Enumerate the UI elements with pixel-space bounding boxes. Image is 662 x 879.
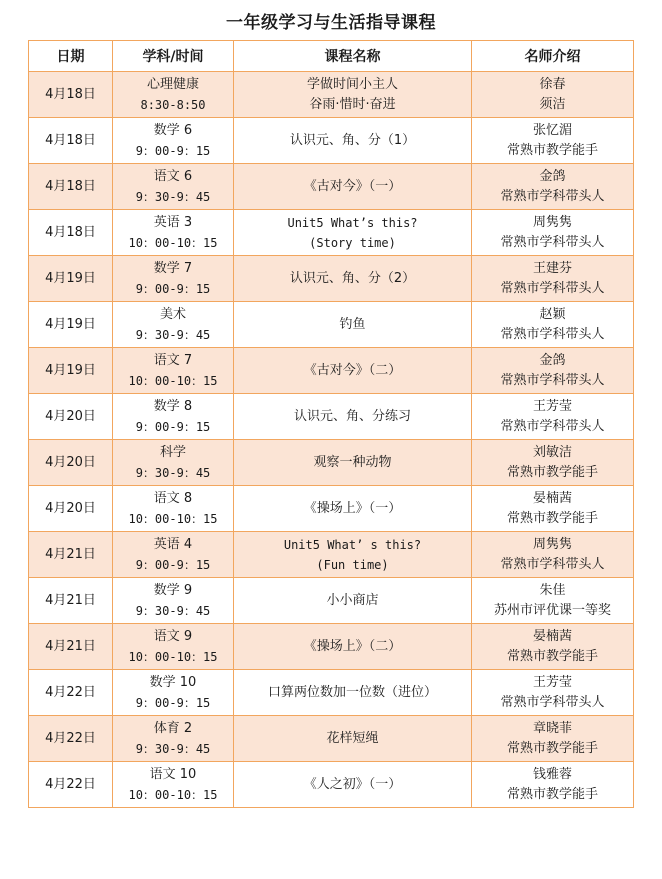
date-cell: 4月22日 [29,670,113,716]
date-cell: 4月18日 [29,210,113,256]
course-name-cell [234,302,472,348]
teacher-intro-cell [472,302,634,348]
table-row [29,118,634,164]
table-row [29,578,634,624]
time-label: 8:30-8:50 [140,97,206,112]
subject-time-cell [113,716,234,762]
teacher-name: 金鸽 [539,352,566,368]
date-cell: 4月20日 [29,440,113,486]
table-row [29,164,634,210]
time-label: 10：00-10：15 [128,235,218,250]
subject-label: 英语 4 [153,536,193,552]
date-cell: 4月21日 [29,624,113,670]
subject-time-cell [113,486,234,532]
teacher-name: 周隽隽 [532,536,572,552]
course-name-line: 《古对今》（二） [303,362,402,378]
date-cell: 4月19日 [29,302,113,348]
time-label: 10：00-10：15 [128,649,218,664]
teacher-title: 常熟市教学能手 [506,464,598,480]
course-name-cell [234,578,472,624]
course-name-cell [234,72,472,118]
table-row [29,486,634,532]
course-name-cell [234,118,472,164]
table-row [29,256,634,302]
subject-time-cell [113,164,234,210]
subject-label: 语文 7 [153,352,193,368]
teacher-name: 周隽隽 [532,214,572,230]
header-teacher-intro: 名师介绍 [472,41,634,72]
time-label: 9：30-9：45 [135,603,211,618]
course-name-line: 花样短绳 [326,730,379,746]
course-name-line: 钓鱼 [339,316,366,332]
time-label: 9：30-9：45 [135,741,211,756]
teacher-name: 钱雅蓉 [532,766,572,782]
subject-time-cell [113,578,234,624]
table-row [29,348,634,394]
teacher-intro-cell [472,762,634,808]
teacher-intro-cell [472,486,634,532]
teacher-intro-cell [472,578,634,624]
course-name-line: 认识元、角、分（1） [289,132,416,148]
teacher-intro-cell [472,118,634,164]
table-row [29,624,634,670]
course-name-line: 口算两位数加一位数（进位） [267,684,437,700]
time-label: 9：00-9：15 [135,557,211,572]
course-name-line: 《古对今》（一） [303,178,402,194]
teacher-name: 张忆湄 [532,122,572,138]
teacher-title: 常熟市学科带头人 [500,234,605,250]
header-date: 日期 [29,41,113,72]
teacher-intro-cell [472,72,634,118]
course-name-cell [234,624,472,670]
time-label: 10：00-10：15 [128,511,218,526]
teacher-name: 朱佳 [539,582,566,598]
table-row [29,670,634,716]
time-label: 9：30-9：45 [135,327,211,342]
course-name-cell [234,210,472,256]
time-label: 9：00-9：15 [135,143,211,158]
teacher-title: 常熟市学科带头人 [500,556,605,572]
subject-label: 语文 6 [153,168,193,184]
time-label: 10：00-10：15 [128,373,218,388]
course-name-line: 学做时间小主人 [306,76,398,92]
teacher-title: 常熟市学科带头人 [500,326,605,342]
teacher-title: 常熟市教学能手 [506,142,598,158]
teacher-title: 常熟市教学能手 [506,510,598,526]
date-cell: 4月20日 [29,394,113,440]
teacher-title: 常熟市教学能手 [506,786,598,802]
teacher-intro-cell [472,348,634,394]
subject-label: 数学 10 [149,674,197,690]
teacher-intro-cell [472,670,634,716]
subject-time-cell [113,256,234,302]
course-name-line: 小小商店 [326,592,379,608]
date-cell: 4月18日 [29,164,113,210]
teacher-intro-cell [472,532,634,578]
subject-label: 美术 [159,306,186,322]
teacher-intro-cell [472,210,634,256]
subject-label: 语文 9 [153,628,193,644]
schedule-body [29,72,634,808]
subject-label: 体育 2 [153,720,193,736]
table-row [29,72,634,118]
subject-label: 数学 8 [153,398,193,414]
teacher-intro-cell [472,256,634,302]
course-name-cell [234,486,472,532]
date-cell: 4月22日 [29,762,113,808]
subject-label: 数学 6 [153,122,193,138]
header-course-name: 课程名称 [234,41,472,72]
date-cell: 4月22日 [29,716,113,762]
subject-label: 科学 [159,444,186,460]
course-name-cell [234,348,472,394]
course-name-cell [234,762,472,808]
subject-time-cell [113,348,234,394]
teacher-name: 金鸽 [539,168,566,184]
teacher-intro-cell [472,716,634,762]
teacher-name: 刘敏洁 [532,444,572,460]
date-cell: 4月21日 [29,578,113,624]
teacher-name: 晏楠茜 [532,628,572,644]
course-name-line: 《操场上》（一） [303,500,402,516]
teacher-title: 苏州市评优课一等奖 [493,602,611,618]
course-name-line: (Fun time) [316,557,389,572]
date-cell: 4月18日 [29,72,113,118]
subject-label: 心理健康 [146,76,199,92]
teacher-intro-cell [472,164,634,210]
date-cell: 4月20日 [29,486,113,532]
table-row [29,532,634,578]
table-row [29,440,634,486]
teacher-title: 常熟市教学能手 [506,740,598,756]
course-name-cell [234,532,472,578]
teacher-intro-cell [472,440,634,486]
table-row [29,302,634,348]
course-name-cell [234,440,472,486]
teacher-title: 常熟市学科带头人 [500,694,605,710]
table-row [29,716,634,762]
subject-label: 语文 10 [149,766,197,782]
teacher-title: 常熟市教学能手 [506,648,598,664]
date-cell: 4月18日 [29,118,113,164]
course-name-line: 认识元、角、分（2） [289,270,416,286]
subject-time-cell [113,302,234,348]
course-name-cell [234,716,472,762]
subject-time-cell [113,670,234,716]
teacher-title: 常熟市学科带头人 [500,188,605,204]
subject-label: 数学 7 [153,260,193,276]
subject-time-cell [113,118,234,164]
course-name-line: (Story time) [309,235,396,250]
table-row [29,210,634,256]
subject-label: 数学 9 [153,582,193,598]
teacher-name: 王芳莹 [532,398,572,414]
subject-time-cell [113,394,234,440]
course-name-cell [234,256,472,302]
table-row [29,762,634,808]
schedule-table [28,40,634,808]
course-name-cell [234,164,472,210]
course-name-line: 《人之初》（一） [303,776,402,792]
subject-time-cell [113,210,234,256]
teacher-title: 须洁 [539,96,566,112]
course-name-line: 谷雨·惜时·奋进 [309,96,396,112]
teacher-name: 徐春 [539,76,566,92]
subject-time-cell [113,624,234,670]
time-label: 9：30-9：45 [135,465,211,480]
course-name-line: Unit5 What’s this? [287,215,418,230]
teacher-name: 章晓菲 [532,720,572,736]
subject-time-cell [113,762,234,808]
subject-time-cell [113,72,234,118]
course-name-line: 观察一种动物 [313,454,392,470]
page-title: 一年级学习与生活指导课程 [226,13,436,33]
subject-label: 语文 8 [153,490,193,506]
header-row [29,41,634,72]
time-label: 10：00-10：15 [128,787,218,802]
teacher-name: 王芳莹 [532,674,572,690]
subject-label: 英语 3 [153,214,193,230]
date-cell: 4月19日 [29,256,113,302]
subject-time-cell [113,440,234,486]
course-name-line: 《操场上》（二） [303,638,402,654]
date-cell: 4月21日 [29,532,113,578]
time-label: 9：00-9：15 [135,695,211,710]
subject-time-cell [113,532,234,578]
teacher-name: 晏楠茜 [532,490,572,506]
header-subject-time: 学科/时间 [113,41,234,72]
teacher-name: 赵颖 [539,306,566,322]
course-name-line: Unit5 What’ s this? [283,537,422,552]
course-name-cell [234,394,472,440]
teacher-title: 常熟市学科带头人 [500,418,605,434]
time-label: 9：00-9：15 [135,281,211,296]
teacher-title: 常熟市学科带头人 [500,280,605,296]
time-label: 9：30-9：45 [135,189,211,204]
teacher-title: 常熟市学科带头人 [500,372,605,388]
teacher-name: 王建芬 [532,260,572,276]
time-label: 9：00-9：15 [135,419,211,434]
course-name-line: 认识元、角、分练习 [293,408,411,424]
teacher-intro-cell [472,624,634,670]
course-name-cell [234,670,472,716]
teacher-intro-cell [472,394,634,440]
table-row [29,394,634,440]
date-cell: 4月19日 [29,348,113,394]
